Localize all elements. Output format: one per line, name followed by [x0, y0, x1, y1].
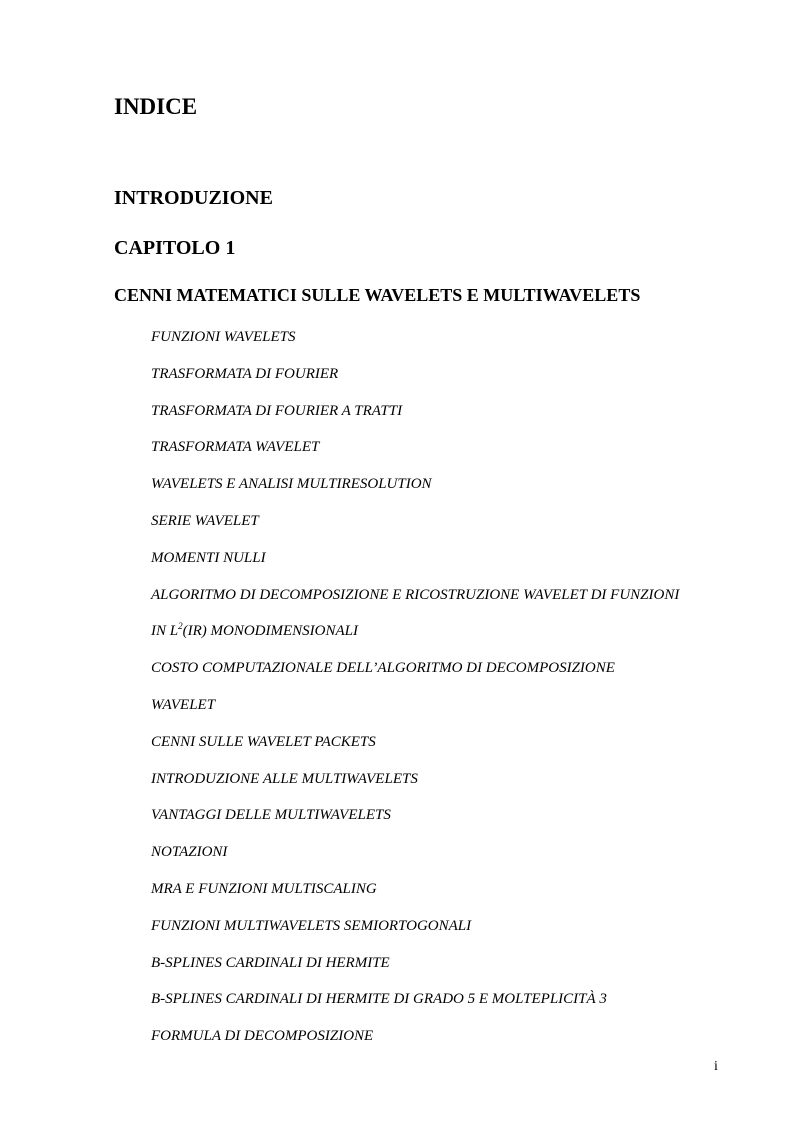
toc-entry: TRASFORMATA DI FOURIER: [151, 365, 339, 382]
toc-entry: VANTAGGI DELLE MULTIWAVELETS: [151, 807, 391, 824]
toc-entry: WAVELETS E ANALISI MULTIRESOLUTION: [151, 476, 432, 493]
l2-prefix: IN L: [151, 623, 179, 640]
toc-entry: MRA E FUNZIONI MULTISCALING: [151, 880, 377, 897]
toc-entry: INTRODUZIONE ALLE MULTIWAVELETS: [151, 770, 418, 787]
toc-entry: NOTAZIONI: [151, 844, 228, 861]
toc-entry-l2: [151, 621, 679, 658]
l2-superscript: 2: [178, 621, 183, 632]
page-number: i: [714, 1059, 718, 1074]
toc-entry: CENNI SULLE WAVELET PACKETS: [151, 733, 376, 750]
page-title: INDICE: [114, 94, 198, 119]
toc-entry: WAVELET: [151, 696, 216, 713]
introduction-heading: INTRODUZIONE: [114, 187, 273, 209]
toc-entry: COSTO COMPUTAZIONALE DELL’ALGORITMO DI DECOMPOSIZIONE: [151, 660, 615, 677]
chapter-title: CENNI MATEMATICI SULLE WAVELETS E MULTIWAVELETS: [114, 285, 641, 305]
l2-suffix: (IR) MONODIMENSIONALI: [182, 623, 358, 640]
toc-entry: MOMENTI NULLI: [151, 549, 266, 566]
toc-entry: SERIE WAVELET: [151, 512, 259, 529]
toc-entry: FORMULA DI DECOMPOSIZIONE: [151, 1028, 374, 1045]
toc-entry: FUNZIONI WAVELETS: [151, 329, 296, 345]
toc-entry: B-SPLINES CARDINALI DI HERMITE: [151, 954, 390, 971]
chapter-label: CAPITOLO 1: [114, 237, 236, 259]
toc-entry: TRASFORMATA WAVELET: [151, 439, 320, 456]
toc-entry: ALGORITMO DI DECOMPOSIZIONE E RICOSTRUZIONE WAVELET DI FUNZIONI: [151, 586, 680, 603]
toc-entry: FUNZIONI MULTIWAVELETS SEMIORTOGONALI: [151, 917, 472, 934]
toc-entry: TRASFORMATA DI FOURIER A TRATTI: [151, 402, 403, 419]
toc-entry: B-SPLINES CARDINALI DI HERMITE DI GRADO 5 E MOLTEPLICITÀ 3: [151, 991, 607, 1008]
toc-list: [151, 327, 679, 1063]
